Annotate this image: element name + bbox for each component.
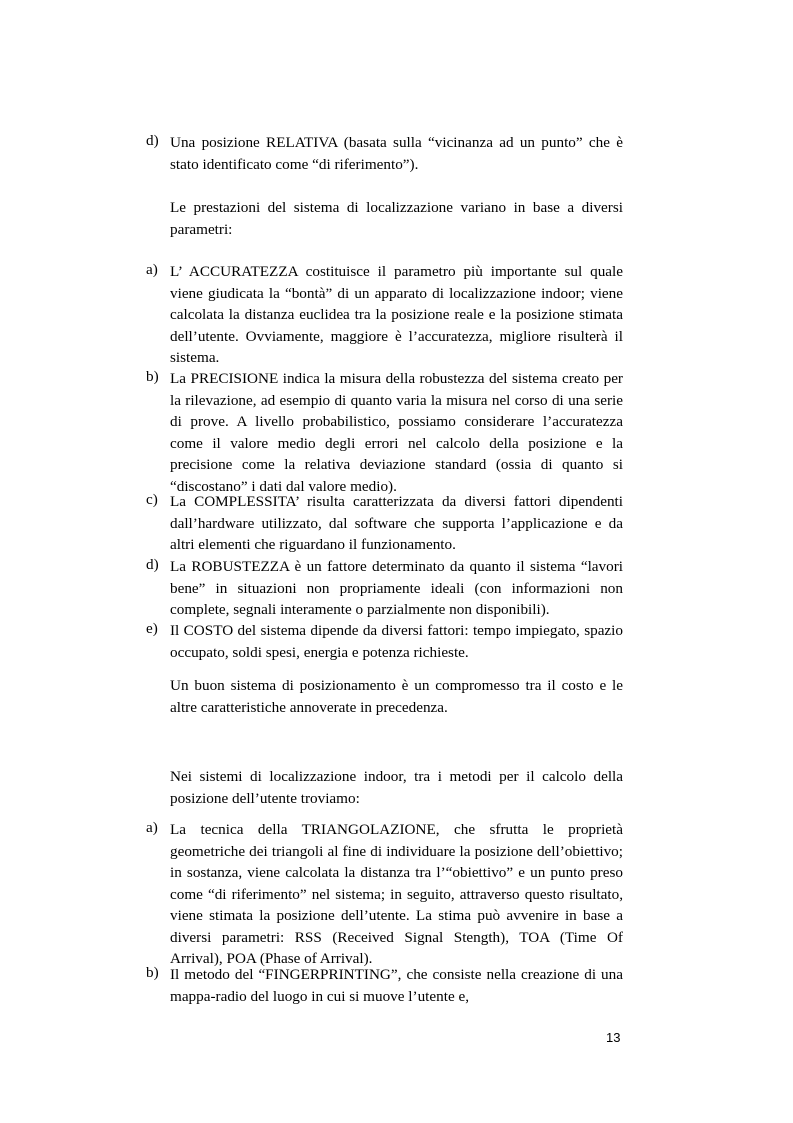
list-marker: d) xyxy=(146,556,159,573)
list-item xyxy=(146,368,623,497)
list-item xyxy=(146,261,623,369)
list-marker: e) xyxy=(146,620,158,637)
list-item-text: Il metodo del “FINGERPRINTING”, che consiste nella creazione di una mappa-radio del luogo in cui si muove l’utente e, xyxy=(170,966,623,1005)
list-item-text: La PRECISIONE indica la misura della robustezza del sistema creato per la rilevazione, ad esempio di quanto varia la misura nel corso di una serie di prove. A livello probabilistico, possiamo considerare l’accuratezza come il valore medio degli errori nel calcolo della posizione e la precisione come la relativa deviazione standard (ossia di quanto si “discostano” i dati dal valore medio). xyxy=(170,370,623,495)
page-number: 13 xyxy=(606,1030,621,1045)
list-marker: b) xyxy=(146,964,159,981)
list-marker: d) xyxy=(146,132,159,149)
list-marker: c) xyxy=(146,491,158,508)
list-marker: b) xyxy=(146,368,159,385)
paragraph: Le prestazioni del sistema di localizzazione variano in base a diversi parametri: xyxy=(170,199,623,238)
list-item-text: La tecnica della TRIANGOLAZIONE, che sfrutta le proprietà geometriche dei triangoli al fine di individuare la posizione dell’obiettivo; in sostanza, viene calcolata la distanza tra l’“obiettivo” e un punto preso come “di riferimento” nel sistema; in seguito, attraverso questo risultato, viene stimata la posizione dell’utente. La stima può avvenire in base a diversi parametri: RSS (Received Signal Stength), TOA (Time Of Arrival), POA (Phase of Arrival). xyxy=(170,821,623,967)
paragraph: Un buon sistema di posizionamento è un compromesso tra il costo e le altre caratteristiche annoverate in precedenza. xyxy=(170,677,623,716)
list-marker: a) xyxy=(146,819,158,836)
list-item xyxy=(146,620,623,663)
list-marker: a) xyxy=(146,261,158,278)
list-item-text: La ROBUSTEZZA è un fattore determinato da quanto il sistema “lavori bene” in situazioni non propriamente ideali (con informazioni non complete, segnali interamente o parzialmente non disponibili). xyxy=(170,558,623,618)
list-item xyxy=(146,556,623,621)
list-item xyxy=(146,132,623,175)
list-item-text: L’ ACCURATEZZA costituisce il parametro più importante sul quale viene giudicata la “bontà” di un apparato di localizzazione indoor; viene calcolata la distanza euclidea tra la posizione reale e la posizione stimata dell’utente. Ovviamente, maggiore è l’accuratezza, migliore risulterà il sistema. xyxy=(170,263,623,366)
list-item xyxy=(146,964,623,1007)
list-item-text: Il COSTO del sistema dipende da diversi fattori: tempo impiegato, spazio occupato, soldi spesi, energia e potenza richieste. xyxy=(170,622,623,661)
list-item-text: Una posizione RELATIVA (basata sulla “vicinanza ad un punto” che è stato identificato come “di riferimento”). xyxy=(170,134,623,173)
list-item xyxy=(146,491,623,556)
list-item xyxy=(146,819,623,970)
paragraph: Nei sistemi di localizzazione indoor, tra i metodi per il calcolo della posizione dell’utente troviamo: xyxy=(170,768,623,807)
list-item-text: La COMPLESSITA’ risulta caratterizzata da diversi fattori dipendenti dall’hardware utilizzato, dal software che supporta l’applicazione e da altri elementi che riguardano il funzionamento. xyxy=(170,493,623,553)
